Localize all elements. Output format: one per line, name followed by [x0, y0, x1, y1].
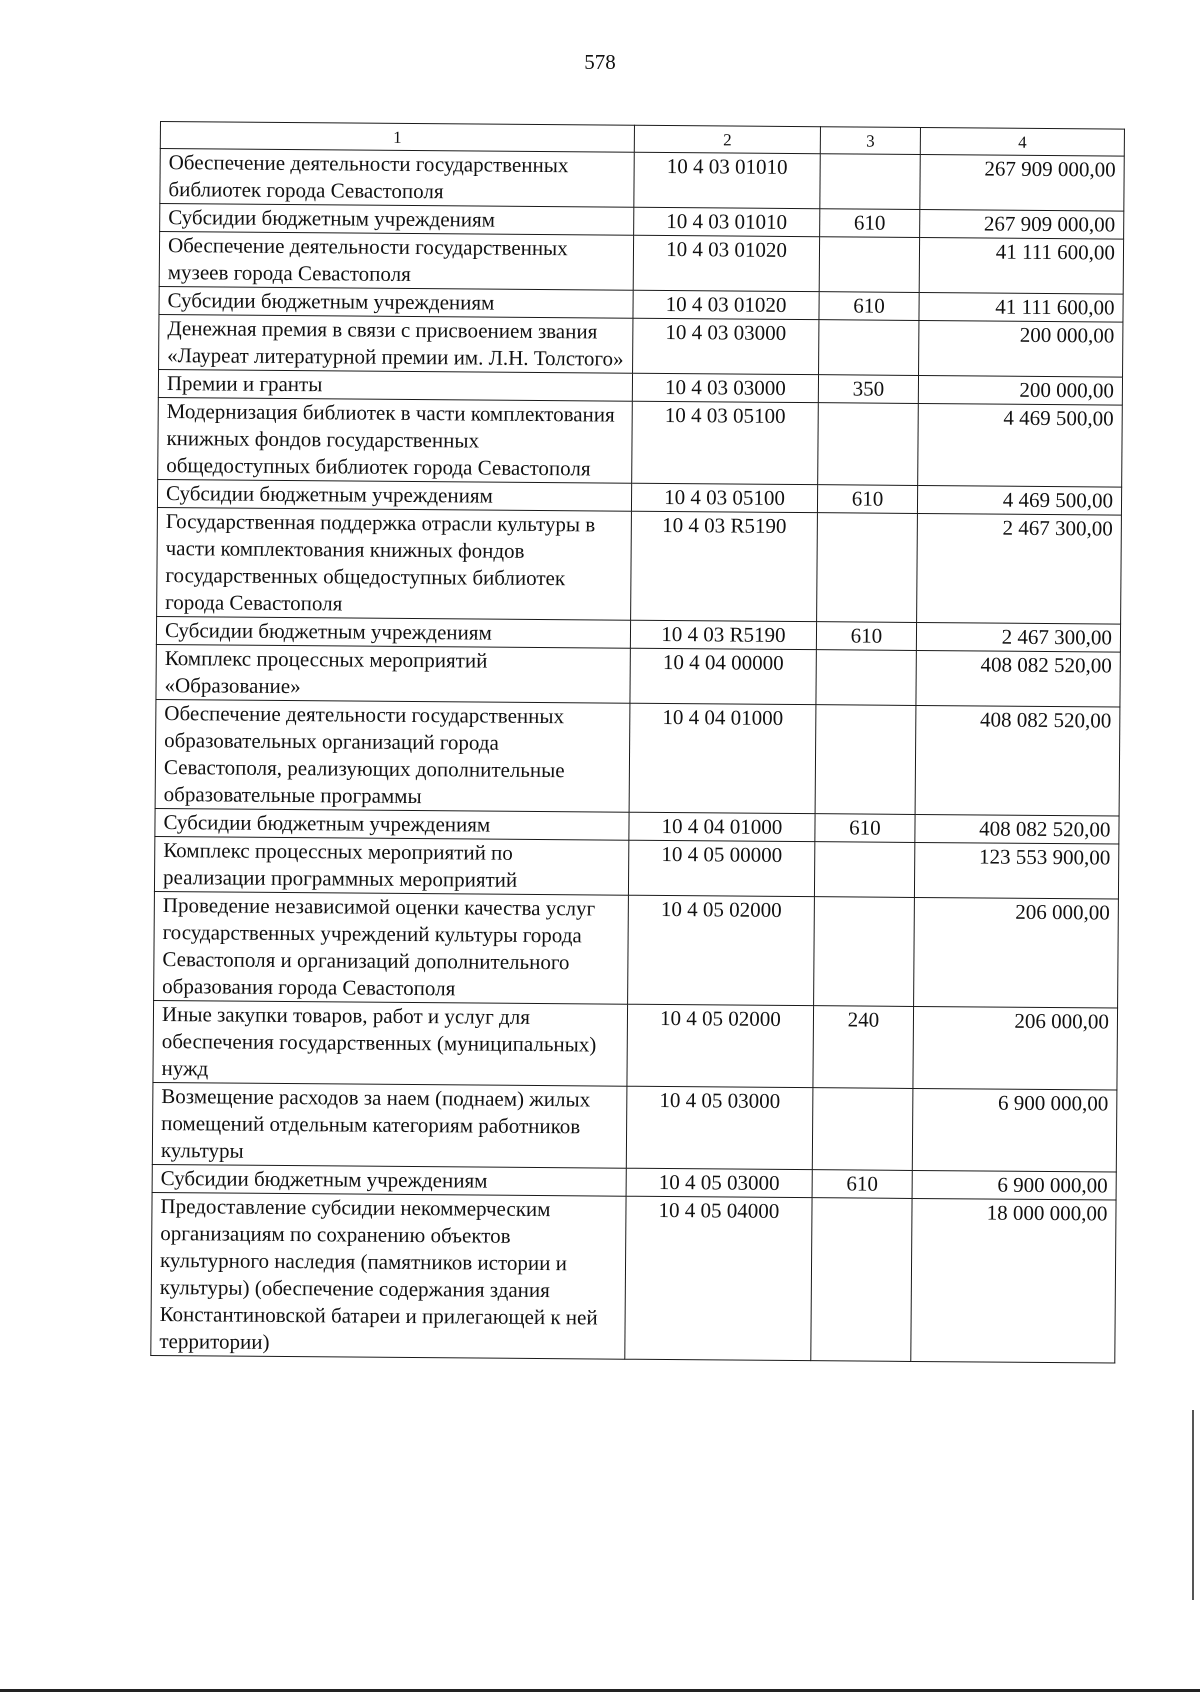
row-code: 10 4 03 01010: [634, 207, 820, 236]
page-number: 578: [584, 50, 616, 74]
row-amount: 408 082 520,00: [915, 705, 1120, 816]
table-row: [157, 507, 1122, 624]
header-cell-code: 2: [634, 125, 820, 153]
row-type: 610: [812, 1170, 912, 1199]
table-row: [159, 314, 1123, 377]
scan-edge-mark: [1192, 1410, 1194, 1600]
row-name: Предоставление субсидии некоммерческим организациям по сохранению объектов культурного наследия (памятников истории и культуры) (обеспечение содержания здания Константиновской батареи и прилегающей к ней территории): [151, 1192, 626, 1359]
table-row: [151, 1192, 1116, 1363]
row-type: [814, 842, 914, 898]
header-cell-name: 1: [160, 122, 634, 153]
row-type: 240: [813, 1006, 914, 1089]
row-amount: 2 467 300,00: [917, 513, 1122, 624]
row-name: Денежная премия в связи с присвоением звания «Лауреат литературной премии им. Л.Н. Толстого»: [159, 314, 633, 373]
row-amount: 41 111 600,00: [919, 292, 1123, 322]
row-type: [819, 237, 919, 293]
table-row: [154, 836, 1118, 899]
row-name: Субсидии бюджетным учреждениям: [152, 1164, 626, 1196]
row-name: Обеспечение деятельности государственных музеев города Севастополя: [159, 232, 633, 291]
row-type: [818, 403, 919, 486]
row-name: Государственная поддержка отрасли культуры в части комплектования книжных фондов государственных общедоступных библиотек города Севастополя: [157, 507, 632, 620]
row-code: 10 4 04 01000: [629, 812, 815, 841]
row-type: 610: [819, 292, 919, 321]
row-code: 10 4 05 03000: [626, 1086, 813, 1169]
row-name: Обеспечение деятельности государственных библиотек города Севастополя: [160, 149, 634, 208]
row-name: Субсидии бюджетным учреждениям: [157, 479, 631, 511]
row-code: 10 4 05 02000: [627, 1004, 814, 1087]
row-amount: 6 900 000,00: [912, 1170, 1116, 1200]
row-amount: 408 082 520,00: [916, 650, 1120, 707]
row-code: 10 4 04 00000: [630, 648, 816, 704]
row-code: 10 4 03 05100: [631, 483, 817, 512]
row-amount: 200 000,00: [919, 320, 1123, 377]
table-row: [152, 1082, 1117, 1172]
row-type: 610: [815, 814, 915, 843]
row-code: 10 4 05 00000: [628, 840, 814, 896]
row-name: Обеспечение деятельности государственных образовательных организаций города Севастополя, реализующих дополнительные образовательные программы: [155, 699, 630, 812]
row-type: [819, 320, 919, 376]
row-code: 10 4 03 01010: [634, 152, 820, 208]
row-amount: 4 469 500,00: [918, 403, 1123, 487]
row-name: Проведение независимой оценки качества услуг государственных учреждений культуры города Севастополя и организаций дополнительного образования города Севастополя: [154, 891, 629, 1004]
row-type: [811, 1198, 912, 1362]
table-row: [155, 699, 1120, 816]
row-amount: 267 909 000,00: [920, 209, 1124, 239]
table-row: [156, 644, 1120, 707]
table-row: [159, 232, 1123, 295]
row-code: 10 4 03 03000: [633, 318, 819, 374]
row-type: [812, 1088, 913, 1171]
row-amount: 18 000 000,00: [911, 1198, 1116, 1363]
row-amount: 41 111 600,00: [919, 237, 1123, 294]
table-row: [160, 149, 1124, 212]
row-code: 10 4 05 04000: [625, 1196, 812, 1360]
row-type: [817, 513, 918, 623]
header-cell-type: 3: [820, 127, 920, 155]
row-amount: 6 900 000,00: [912, 1088, 1117, 1172]
row-amount: 267 909 000,00: [920, 154, 1124, 211]
row-amount: 206 000,00: [914, 897, 1119, 1008]
table-row: [158, 397, 1123, 487]
scan-bottom-edge: [0, 1689, 1200, 1692]
row-name: Субсидии бюджетным учреждениям: [160, 204, 634, 236]
header-cell-amount: 4: [920, 127, 1124, 156]
table-row: [154, 891, 1119, 1008]
row-name: Субсидии бюджетным учреждениям: [159, 286, 633, 318]
row-amount: 408 082 520,00: [915, 814, 1119, 844]
row-type: [815, 705, 916, 815]
row-code: 10 4 03 R5190: [630, 620, 816, 649]
row-name: Премии и гранты: [158, 369, 632, 401]
row-code: 10 4 03 R5190: [631, 511, 818, 621]
row-amount: 4 469 500,00: [917, 485, 1121, 515]
row-type: 350: [818, 375, 918, 404]
row-type: 610: [817, 485, 917, 514]
row-type: 610: [820, 209, 920, 238]
row-amount: 200 000,00: [918, 375, 1122, 405]
budget-table: [150, 121, 1125, 1364]
row-amount: 123 553 900,00: [914, 842, 1118, 899]
row-name: Субсидии бюджетным учреждениям: [155, 808, 629, 840]
row-code: 10 4 03 01020: [633, 235, 819, 291]
row-code: 10 4 05 02000: [628, 895, 815, 1005]
row-amount: 206 000,00: [913, 1006, 1118, 1090]
row-code: 10 4 04 01000: [629, 703, 816, 813]
row-code: 10 4 03 01020: [633, 290, 819, 319]
row-type: [816, 650, 916, 706]
row-type: 610: [816, 622, 916, 651]
row-code: 10 4 03 03000: [632, 373, 818, 402]
row-code: 10 4 05 03000: [626, 1168, 812, 1197]
row-name: Возмещение расходов за наем (поднаем) жилых помещений отдельным категориям работников культуры: [152, 1082, 627, 1168]
row-type: [820, 154, 920, 210]
row-name: Комплекс процессных мероприятий по реализации программных мероприятий: [154, 836, 628, 895]
table-row: [153, 1000, 1118, 1090]
budget-table-sheet: [150, 121, 1124, 1364]
row-code: 10 4 03 05100: [632, 401, 819, 484]
row-amount: 2 467 300,00: [916, 622, 1120, 652]
row-type: [814, 897, 915, 1007]
row-name: Комплекс процессных мероприятий «Образование»: [156, 644, 630, 703]
row-name: Модернизация библиотек в части комплектования книжных фондов государственных общедоступных библиотек города Севастополя: [158, 397, 633, 483]
row-name: Субсидии бюджетным учреждениям: [156, 616, 630, 648]
row-name: Иные закупки товаров, работ и услуг для обеспечения государственных (муниципальных) нужд: [153, 1000, 628, 1086]
